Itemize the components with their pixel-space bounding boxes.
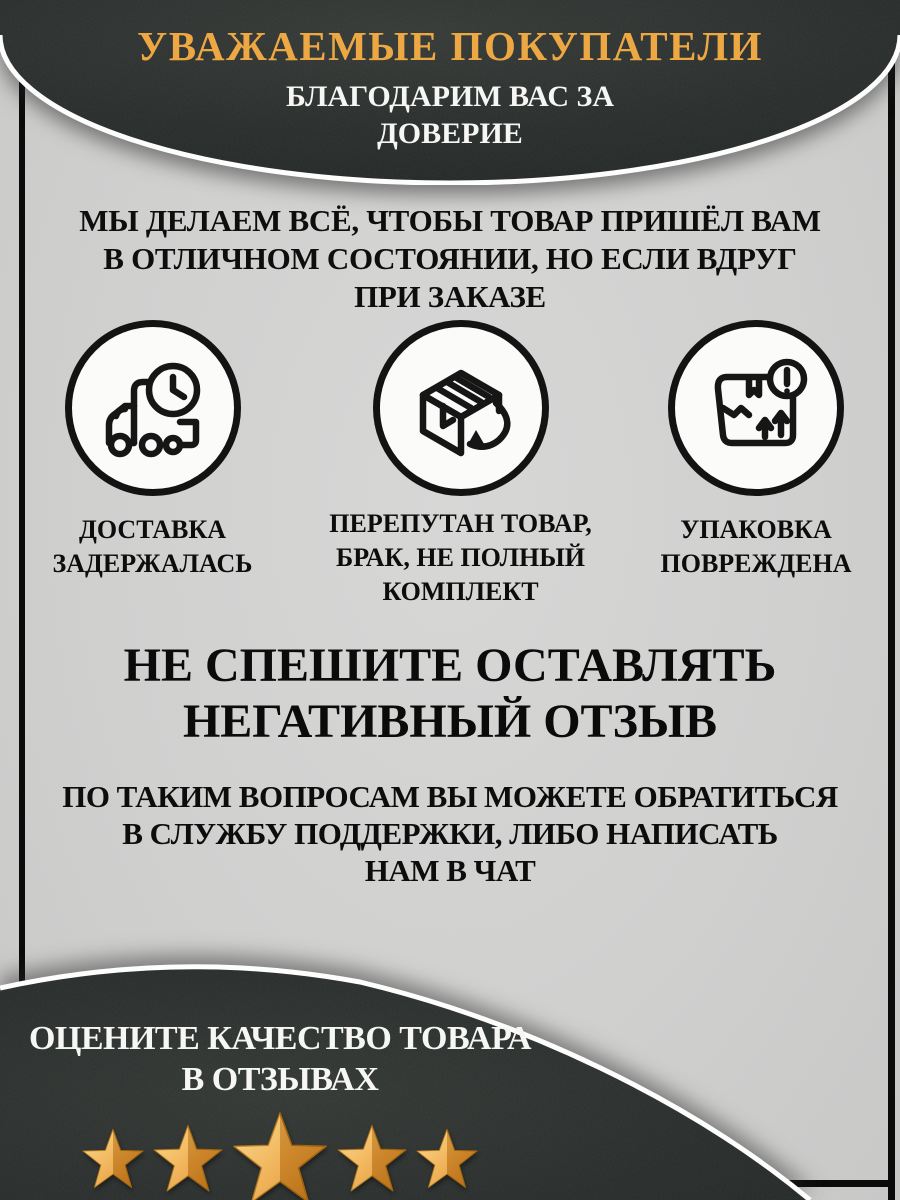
wrong-item-icon xyxy=(395,347,527,469)
warning-title-line: НЕГАТИВНЫЙ ОТЗЫВ xyxy=(182,695,718,748)
issue-label-line: БРАК, НЕ ПОЛНЫЙ xyxy=(336,543,585,572)
issue-label xyxy=(20,513,285,581)
page-subtitle-line: ДОВЕРИЕ xyxy=(377,117,523,150)
footer-title-line: ОЦЕНИТЕ КАЧЕСТВО ТОВАРА xyxy=(28,1020,532,1057)
warning-text xyxy=(38,778,862,889)
issue-delivery-delayed xyxy=(20,320,285,581)
star-icon xyxy=(336,1124,408,1196)
star-icon xyxy=(152,1124,224,1196)
issue-label xyxy=(622,513,890,581)
star-icon xyxy=(415,1128,479,1192)
warning-text-line: ПО ТАКИМ ВОПРОСАМ ВЫ МОЖЕТЕ ОБРАТИТЬСЯ xyxy=(62,779,838,814)
issue-label-line: ПЕРЕПУТАН ТОВАР, xyxy=(329,509,592,538)
warning-text-line: В СЛУЖБУ ПОДДЕРЖКИ, ЛИБО НАПИСАТЬ xyxy=(122,816,778,851)
delivery-delayed-icon xyxy=(87,347,219,469)
warning-title-line: НЕ СПЕШИТЕ ОСТАВЛЯТЬ xyxy=(123,639,777,692)
page-subtitle xyxy=(0,78,900,152)
intro-line: МЫ ДЕЛАЕМ ВСЁ, ЧТОБЫ ТОВАР ПРИШЁЛ ВАМ xyxy=(79,203,821,238)
issue-label-line: КОМПЛЕКТ xyxy=(382,577,539,606)
issue-package-damaged xyxy=(622,320,890,581)
issue-label xyxy=(308,507,613,609)
page-title: УВАЖАЕМЫЕ ПОКУПАТЕЛИ xyxy=(137,23,763,69)
star-icon xyxy=(81,1128,145,1192)
star-icon xyxy=(231,1111,329,1200)
page-subtitle-line: БЛАГОДАРИМ ВАС ЗА xyxy=(285,80,615,113)
footer-title xyxy=(10,1018,550,1100)
warning-title xyxy=(40,638,860,750)
issue-label-line: ДОСТАВКА xyxy=(79,515,226,544)
intro-text xyxy=(45,202,855,316)
footer-banner xyxy=(0,960,900,1200)
footer-title-line: В ОТЗЫВАХ xyxy=(181,1061,379,1098)
intro-line: В ОТЛИЧНОМ СОСТОЯНИИ, НО ЕСЛИ ВДРУГ xyxy=(103,241,797,276)
issue-label-line: ЗАДЕРЖАЛАСЬ xyxy=(52,549,253,578)
icon-circle xyxy=(65,320,241,496)
issue-label-line: ПОВРЕЖДЕНА xyxy=(660,549,852,578)
icon-circle xyxy=(668,320,844,496)
intro-line: ПРИ ЗАКАЗЕ xyxy=(354,279,546,314)
package-damaged-icon xyxy=(690,347,822,469)
issue-wrong-item xyxy=(308,320,613,609)
rating-stars xyxy=(10,1110,550,1200)
header-banner xyxy=(0,0,900,185)
warning-text-line: НАМ В ЧАТ xyxy=(364,853,536,888)
issue-label-line: УПАКОВКА xyxy=(680,515,832,544)
icon-circle xyxy=(373,320,549,496)
